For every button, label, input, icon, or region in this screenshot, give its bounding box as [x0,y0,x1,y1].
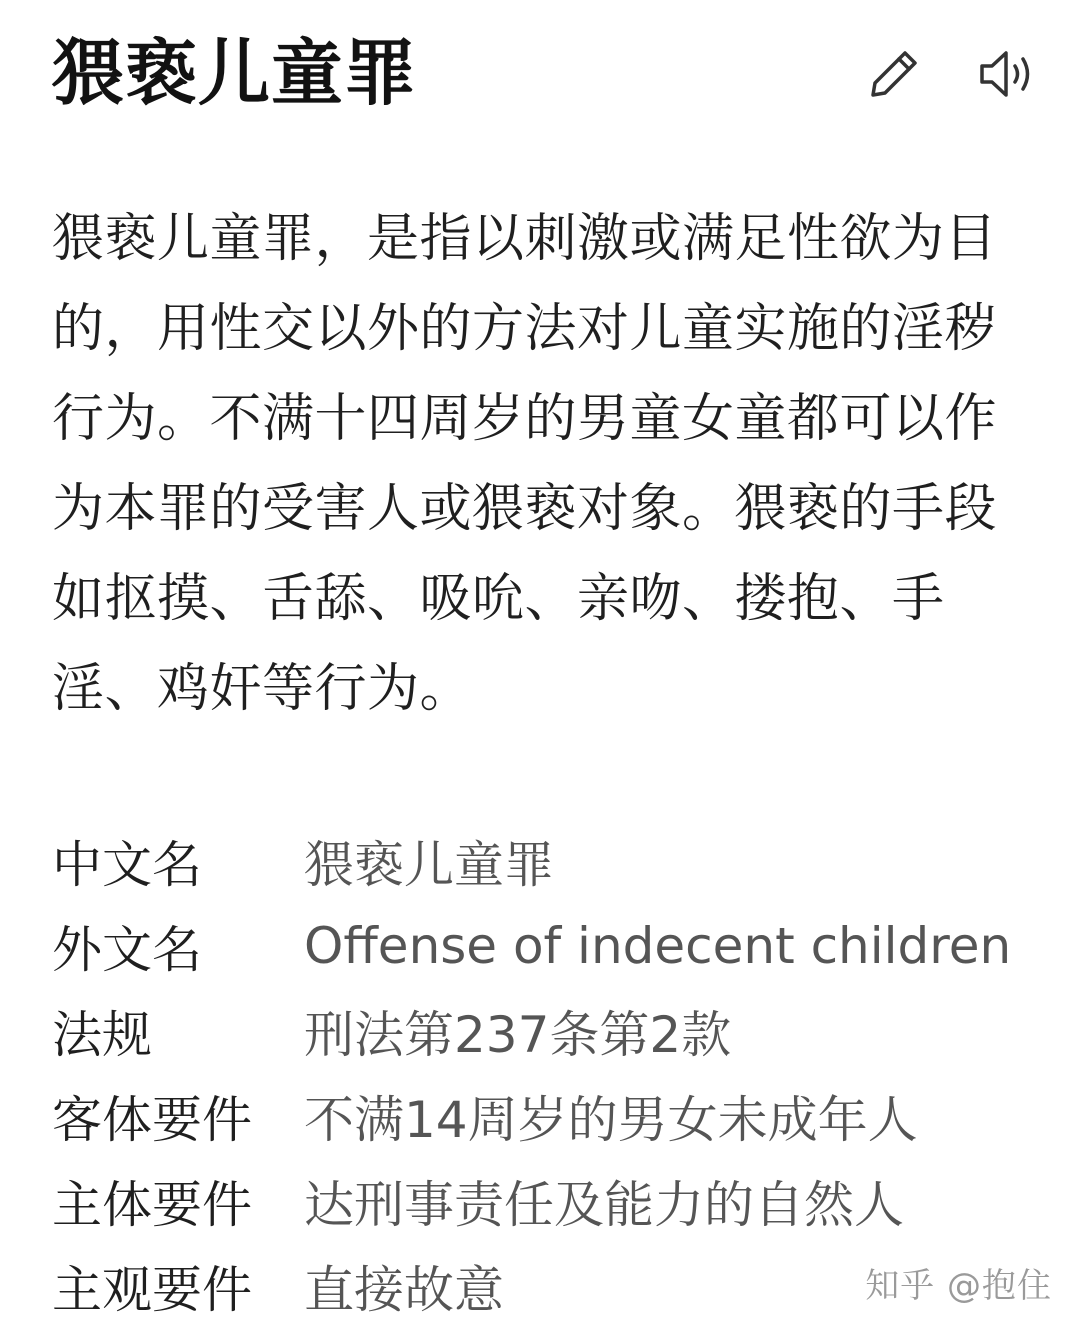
header-actions [862,42,1040,106]
info-value: Offense of indecent children [304,916,1012,975]
infobox [52,818,1042,1328]
speaker-icon [978,47,1038,101]
info-label: 客体要件 [52,1090,252,1149]
info-row-object-element [52,1073,1042,1158]
info-label: 外文名 [52,920,202,979]
pencil-icon [867,47,921,101]
info-value: 刑法第237条第2款 [304,1005,732,1064]
info-label: 法规 [52,1005,152,1064]
header [0,0,1080,130]
info-value: 猥亵儿童罪 [304,835,554,894]
page-title: 猥亵儿童罪 [52,31,418,115]
info-label: 主观要件 [52,1260,252,1319]
info-label: 主体要件 [52,1175,252,1234]
info-value: 直接故意 [304,1260,504,1319]
edit-button[interactable] [862,42,926,106]
info-row-chinese-name [52,818,1042,903]
info-value: 不满14周岁的男女未成年人 [304,1090,918,1149]
info-row-statute [52,988,1042,1073]
info-row-subject-element [52,1158,1042,1243]
audio-button[interactable] [976,42,1040,106]
watermark: 知乎 @抱住 [865,1266,1052,1306]
info-label: 中文名 [52,835,202,894]
summary-text: 猥亵儿童罪，是指以刺激或满足性欲为目的，用性交以外的方法对儿童实施的淫秽行为。不满十四周岁的男童女童都可以作为本罪的受害人或猥亵对象。猥亵的手段如抠摸、舌舔、吸吮、亲吻、搂抱、手淫、鸡奸等行为。 [52,209,998,719]
info-row-foreign-name [52,903,1042,988]
info-value: 达刑事责任及能力的自然人 [304,1175,904,1234]
